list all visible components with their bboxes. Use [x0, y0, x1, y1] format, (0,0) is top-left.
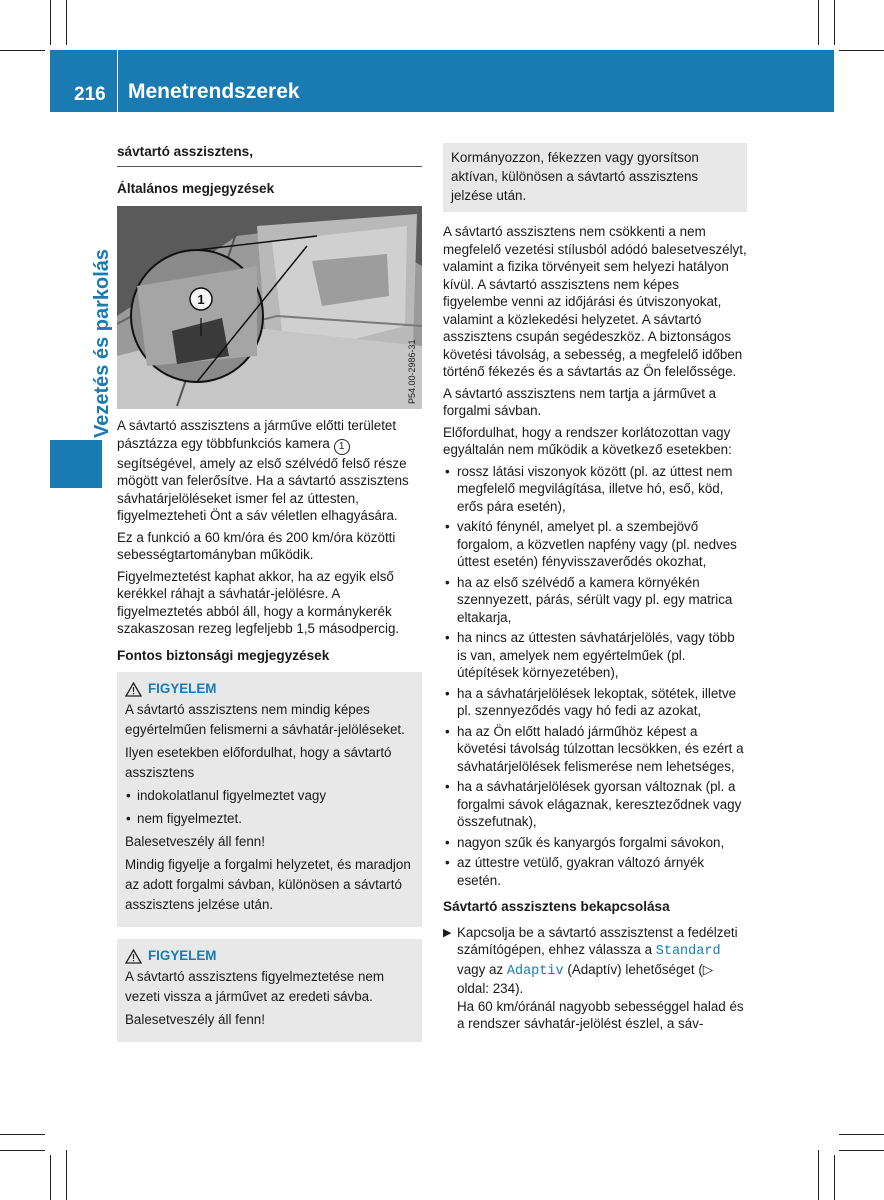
crop-mark: [818, 0, 819, 45]
warning-bullet-list: [125, 786, 414, 829]
list-item: • indokolatlanul figyelmeztet vagy: [125, 786, 414, 806]
speed-range-paragraph: Ez a funkció a 60 km/óra és 200 km/óra közötti sebességtartományban működik.: [117, 529, 396, 562]
step-arrow-icon: ▶: [443, 926, 452, 939]
crop-mark: [0, 1134, 45, 1135]
crop-mark: [839, 1150, 884, 1151]
warning-box-1: [117, 672, 422, 927]
crop-mark: [0, 50, 45, 51]
warning-triangle-icon: [125, 949, 142, 964]
warning-text: Mindig figyelje a forgalmi helyzetet, és maradjon az adott forgalmi sávban, különösen a sávtartó asszisztens jelzése után.: [125, 857, 411, 912]
crop-mark: [66, 1150, 67, 1200]
warning-box-2: [117, 939, 422, 1042]
list-item: • ha a sávhatárjelölések lekoptak, sötétek, illetve pl. szennyeződés vagy hó fedi az azokat,: [443, 685, 747, 720]
list-item: • az úttestre vetülő, gyakran változó árnyék esetén.: [443, 854, 747, 889]
list-item: • ha az első szélvédő a kamera környékén szennyezett, párás, sérült vagy pl. egy matrica eltakarja,: [443, 574, 747, 627]
list-item: • ha a sávhatárjelölések gyorsan változnak (pl. a forgalmi sávok elágaznak, kereszteződnek vagy összefutnak),: [443, 778, 747, 831]
warning-text: Balesetveszély áll fenn!: [125, 834, 265, 849]
instruction-step: ▶ Kapcsolja be a sávtartó asszisztenst a fedélzeti számítógépen, ehhez válassza a Standard vagy az Adaptiv (Adaptív) lehetőséget (▷ oldal: 234). Ha 60 km/óránál nagyobb sebességgel halad és a rendszer sávhatár-jelölést észlel, a sáv-: [443, 924, 744, 1031]
warning-text: A sávtartó asszisztens figyelmeztetése nem vezeti vissza a járművet az eredeti sávba.: [125, 969, 384, 1004]
callout-1-ref: 1: [334, 439, 350, 455]
crop-mark: [818, 1150, 819, 1200]
right-column: [443, 143, 747, 1033]
note-box: Kormányozzon, fékezzen vagy gyorsítson aktívan, különösen a sávtartó asszisztens jelzése után.: [443, 143, 747, 212]
crop-mark: [66, 0, 67, 45]
activation-heading: Sávtartó asszisztens bekapcsolása: [443, 899, 670, 914]
paragraph: Előfordulhat, hogy a rendszer korlátozottan vagy egyáltalán nem működik a következő esetekben:: [443, 424, 732, 457]
crop-mark: [50, 0, 51, 45]
paragraph: A sávtartó asszisztens nem tartja a járművet a forgalmi sávban.: [443, 385, 717, 418]
list-item: • nagyon szűk és kanyargós forgalmi sávokon,: [443, 834, 747, 852]
list-item: • ha nincs az úttesten sávhatárjelölés, vagy több is van, amelyek nem egyértelműek (pl. útépítések környezetében),: [443, 629, 747, 682]
standard-option: Standard: [655, 944, 721, 959]
warning-title: FIGYELEM: [125, 946, 414, 966]
warning-text: A sávtartó asszisztens nem mindig képes egyértelműen felismerni a sávhatár-jelöléseket.: [125, 702, 405, 737]
image-code: P54.00-2986-31: [407, 339, 417, 404]
paragraph: A sávtartó asszisztens nem csökkenti a nem megfelelő vezetési stílusból adódó balesetveszélyt, valamint a fizika törvényeit sem helyezi hatályon kívül. A sávtartó asszisztens nem képes figyelembe venni az időjárási és útviszonyokat, valamint a közlekedési helyzetet. A sávtartó asszisztens csupán segédeszköz. A biztonságos követési távolság, a sebesség, a megfelelő időben történő fékezés és a sávtartás az Ön felelőssége.: [443, 224, 747, 379]
crop-mark: [834, 0, 835, 45]
side-tab-label: Vezetés és parkolás: [91, 248, 113, 438]
crop-mark: [839, 1134, 884, 1135]
chapter-title: Menetrendszerek: [128, 80, 300, 103]
list-item: • rossz látási viszonyok között (pl. az úttest nem megfelelő megvilágítása, illetve hó, eső, köd, erős pára esetén),: [443, 463, 747, 516]
list-item: • vakító fénynél, amelyet pl. a szembejövő forgalom, a közvetlen napfény vagy (pl. nedves úttest esetén) fényvisszaverődés okozhat,: [443, 518, 747, 571]
warning-text: Ilyen esetekben előfordulhat, hogy a sávtartó asszisztens: [125, 745, 392, 780]
camera-location-illustration: [117, 206, 422, 409]
step-continuation: Ha 60 km/óránál nagyobb sebességgel halad és a rendszer sávhatár-jelölést észlel, a sáv-: [457, 998, 744, 1031]
list-item: • nem figyelmeztet.: [125, 809, 414, 829]
page-number: 216: [74, 84, 106, 105]
list-item: • ha az Ön előtt haladó járműhöz képest a követési távolság túlzottan lecsökken, és ezért a sávhatárjelölések felismerése nem lehetséges,: [443, 723, 747, 776]
adaptiv-option: Adaptiv: [506, 963, 564, 979]
warning-text: Balesetveszély áll fenn!: [125, 1012, 265, 1027]
header-divider: [117, 50, 118, 112]
warning-triangle-icon: [125, 682, 142, 697]
general-notes-heading: Általános megjegyzések: [117, 180, 275, 196]
topic-heading: sávtartó asszisztens,: [117, 143, 422, 167]
crop-mark: [0, 1150, 45, 1151]
left-column: [117, 143, 422, 1054]
limitations-list: [443, 463, 747, 890]
warning-behavior-paragraph: Figyelmeztetést kaphat akkor, ha az egyik első kerékkel ráhajt a sávhatár-jelölésre. A figyelmeztetés abból áll, hogy a kormánykerék szakaszosan rezeg legfeljebb 1,5 másodpercig.: [117, 568, 400, 636]
safety-heading: Fontos biztonsági megjegyzések: [117, 647, 330, 663]
callout-1: 1: [197, 292, 205, 307]
crop-mark: [839, 50, 884, 51]
crop-mark: [834, 1155, 835, 1200]
warning-title: FIGYELEM: [125, 679, 414, 699]
side-tab-marker: [50, 440, 102, 488]
intro-paragraph: A sávtartó asszisztens a járműve előtti területet pásztázza egy többfunkciós kamera 1 segítségével, amely az első szélvédő felső része mögött van felerősítve. Ha a sávtartó asszisztens sávhatárjelöléseket ismer fel az úttesten, figyelmezteheti Önt a sáv véletlen elhagyására.: [117, 418, 409, 523]
crop-mark: [50, 1155, 51, 1200]
